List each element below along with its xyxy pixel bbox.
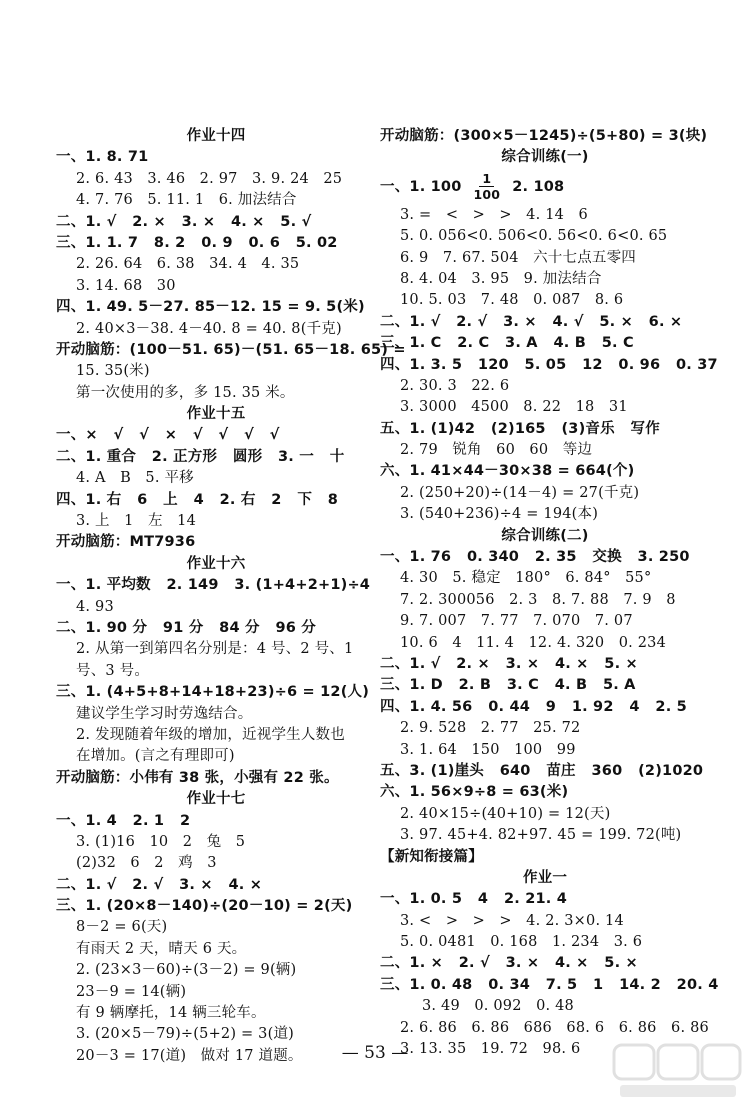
section-title: 综合训练(一) xyxy=(501,149,589,166)
answer-line: 二、1. 重合 2. 正方形 圆形 3. 一 十 xyxy=(56,448,345,465)
watermark-logo-icon xyxy=(612,1041,742,1101)
answer-line: 二、1. × 2. √ 3. × 4. × 5. × xyxy=(380,955,638,972)
section-title: 作业十四 xyxy=(186,128,246,144)
answer-line: 三、1. 0. 48 0. 34 7. 5 1 14. 2 20. 4 xyxy=(380,976,719,993)
left-column xyxy=(56,126,406,1067)
answer-line: 有 9 辆摩托，14 辆三轮车。 xyxy=(76,1005,266,1022)
answer-line: 二、1. 90 分 91 分 84 分 96 分 xyxy=(56,619,316,636)
answer-line: 8. 4. 04 3. 95 9. 加法结合 xyxy=(400,270,602,287)
answer-line: 7. 2. 300056 2. 3 8. 7. 88 7. 9 8 xyxy=(400,591,676,608)
answer-line: 建议学生学习时劳逸结合。 xyxy=(76,705,253,722)
answer-line: 【新知衔接篇】 xyxy=(380,848,483,865)
fraction-answer-line xyxy=(380,169,710,205)
answer-line: 3. 3000 4500 8. 22 18 31 xyxy=(400,399,628,416)
answer-line: 8－2 = 6(天) xyxy=(76,919,168,936)
answer-line: 在增加。(言之有理即可) xyxy=(76,748,235,765)
section-title: 作业十七 xyxy=(186,791,246,808)
answer-line: 2. 从第一到第四名分别是：4 号、2 号、1 xyxy=(76,641,354,658)
answer-line: 2. 26. 64 6. 38 34. 4 4. 35 xyxy=(76,256,300,273)
answer-line: 2. 79 锐角 60 60 等边 xyxy=(400,442,593,459)
section-title: 综合训练(二) xyxy=(501,527,589,544)
answer-line: 2. 40×15÷(40+10) = 12(天) xyxy=(400,805,611,822)
answer-line: 3. 97. 45+4. 82+97. 45 = 199. 72(吨) xyxy=(400,827,682,844)
fraction-numerator: 1 xyxy=(479,171,494,187)
answer-line: 号、3 号。 xyxy=(76,662,150,679)
answer-line: 一、1. 4 2. 1 2 xyxy=(56,812,191,829)
answer-line: 四、1. 3. 5 120 5. 05 12 0. 96 0. 37 xyxy=(380,356,718,373)
answer-line: 3. < > > > 4. 2. 3×0. 14 xyxy=(400,912,624,929)
answer-line: 开动脑筋：小伟有 38 张，小强有 22 张。 xyxy=(56,769,339,786)
answer-line: 2. 40×3－38. 4－40. 8 = 40. 8(千克) xyxy=(76,320,342,337)
answer-line: 四、1. 右 6 上 4 2. 右 2 下 8 xyxy=(56,491,339,508)
answer-line: 3. = < > > 4. 14 6 xyxy=(400,206,588,223)
answer-line: 三、1. D 2. B 3. C 4. B 5. A xyxy=(380,677,636,694)
answer-line: 4. 7. 76 5. 11. 1 6. 加法结合 xyxy=(76,192,297,209)
answer-line: 3. 1. 64 150 100 99 xyxy=(400,741,576,758)
answer-line: 6. 9 7. 67. 504 六十七点五零四 xyxy=(400,249,637,266)
answer-line: 二、1. √ 2. × 3. × 4. × 5. √ xyxy=(56,213,312,230)
answer-line: 二、1. √ 2. √ 3. × 4. √ 5. × 6. × xyxy=(380,313,683,330)
answer-line: 10. 6 4 11. 4 12. 4. 320 0. 234 xyxy=(400,634,667,651)
answer-line: 2. (23×3－60)÷(3－2) = 9(辆) xyxy=(76,962,297,979)
answer-line: 2. 9. 528 2. 77 25. 72 xyxy=(400,720,581,737)
section-title: 作业一 xyxy=(522,869,568,886)
answer-line: 20－3 = 17(道) 做对 17 道题。 xyxy=(76,1047,303,1064)
answer-line: 三、1. (20×8－140)÷(20－10) = 2(天) xyxy=(56,898,353,915)
answer-line: 2. 6. 43 3. 46 2. 97 3. 9. 24 25 xyxy=(76,170,343,187)
answer-line: 15. 35(米) xyxy=(76,363,150,380)
answer-line: 2. (250+20)÷(14－4) = 27(千克) xyxy=(400,484,640,501)
answer-line: 4. 93 xyxy=(76,598,114,615)
answer-line: 五、3. (1)崖头 640 苗庄 360 (2)1020 xyxy=(380,762,704,779)
section-title: 作业十六 xyxy=(186,555,246,572)
right-column xyxy=(380,126,719,1060)
answer-line: 5. 0. 056<0. 506<0. 56<0. 6<0. 65 xyxy=(400,228,668,245)
answer-line: 三、1. C 2. C 3. A 4. B 5. C xyxy=(380,335,634,352)
answer-line: 开动脑筋：(300×5－1245)÷(5+80) = 3(块) xyxy=(380,128,708,144)
answer-line: 一、1. 0. 5 4 2. 21. 4 xyxy=(380,891,568,908)
answer-line: 二、1. √ 2. √ 3. × 4. × xyxy=(56,876,263,893)
answer-line: 有雨天 2 天，晴天 6 天。 xyxy=(76,940,247,957)
answer-line: 三、1. 1. 7 8. 2 0. 9 0. 6 5. 02 xyxy=(56,234,338,251)
answer-line: (2)32 6 2 鸡 3 xyxy=(76,855,217,872)
answer-line: 3. (20×5－79)÷(5+2) = 3(道) xyxy=(76,1026,295,1043)
answer-line: 9. 7. 007 7. 77 7. 070 7. 07 xyxy=(400,613,633,630)
answer-line: 一、1. 76 0. 340 2. 35 交换 3. 250 xyxy=(380,549,690,566)
answer-line: 六、1. 41×44－30×38 = 664(个) xyxy=(380,463,635,480)
fraction-line-after: 2. 108 xyxy=(512,178,565,195)
answer-line: 10. 5. 03 7. 48 0. 087 8. 6 xyxy=(400,292,624,309)
answer-line: 六、1. 56×9÷8 = 63(米) xyxy=(380,784,569,801)
right-column-rest xyxy=(380,205,719,1061)
answer-line: 3. 14. 68 30 xyxy=(76,277,176,294)
answer-line: 2. 6. 86 6. 86 686 68. 6 6. 86 6. 86 xyxy=(400,1019,709,1036)
answer-line: 一、× √ √ × √ √ √ √ xyxy=(56,427,280,444)
answer-line: 4. A B 5. 平移 xyxy=(76,470,194,487)
answer-line: 一、1. 8. 71 xyxy=(56,149,149,166)
answer-line: 5. 0. 0481 0. 168 1. 234 3. 6 xyxy=(400,934,643,951)
answer-line: 3. (1)16 10 2 兔 5 xyxy=(76,833,246,850)
answer-line: 3. 49 0. 092 0. 48 xyxy=(422,998,574,1015)
answer-line: 23－9 = 14(辆) xyxy=(76,983,187,1000)
answer-line: 3. (540+236)÷4 = 194(本) xyxy=(400,506,599,523)
answer-line: 开动脑筋：MT7936 xyxy=(56,534,196,551)
section-title: 作业十五 xyxy=(186,406,246,423)
answer-line: 2. 发现随着年级的增加，近视学生人数也 xyxy=(76,726,345,743)
answer-line: 4. 30 5. 稳定 180° 6. 84° 55° xyxy=(400,570,652,587)
answer-line: 三、1. (4+5+8+14+18+23)÷6 = 12(人) xyxy=(56,684,370,701)
fraction xyxy=(472,171,503,202)
answer-line: 二、1. √ 2. × 3. × 4. × 5. × xyxy=(380,655,638,672)
page-number: — 53 — xyxy=(341,1043,409,1063)
answer-line: 3. 上 1 左 14 xyxy=(76,513,197,530)
fraction-denominator: 100 xyxy=(473,187,501,203)
answer-line: 五、1. (1)42 (2)165 (3)音乐 写作 xyxy=(380,420,660,437)
answer-line: 开动脑筋：(100－51. 65)－(51. 65－18. 65) = xyxy=(56,341,406,358)
answer-line: 第一次使用的多，多 15. 35 米。 xyxy=(76,384,295,401)
fraction-line-before: 一、1. 100 xyxy=(380,178,462,195)
right-column-top xyxy=(380,126,710,169)
answer-line: 2. 30. 3 22. 6 xyxy=(400,377,510,394)
answer-line: 四、1. 4. 56 0. 44 9 1. 92 4 2. 5 xyxy=(380,698,687,715)
answer-line: 一、1. 平均数 2. 149 3. (1+4+2+1)÷4 xyxy=(56,577,371,594)
answer-line: 四、1. 49. 5－27. 85－12. 15 = 9. 5(米) xyxy=(56,299,365,316)
answer-line: 3. 13. 35 19. 72 98. 6 xyxy=(400,1041,581,1058)
